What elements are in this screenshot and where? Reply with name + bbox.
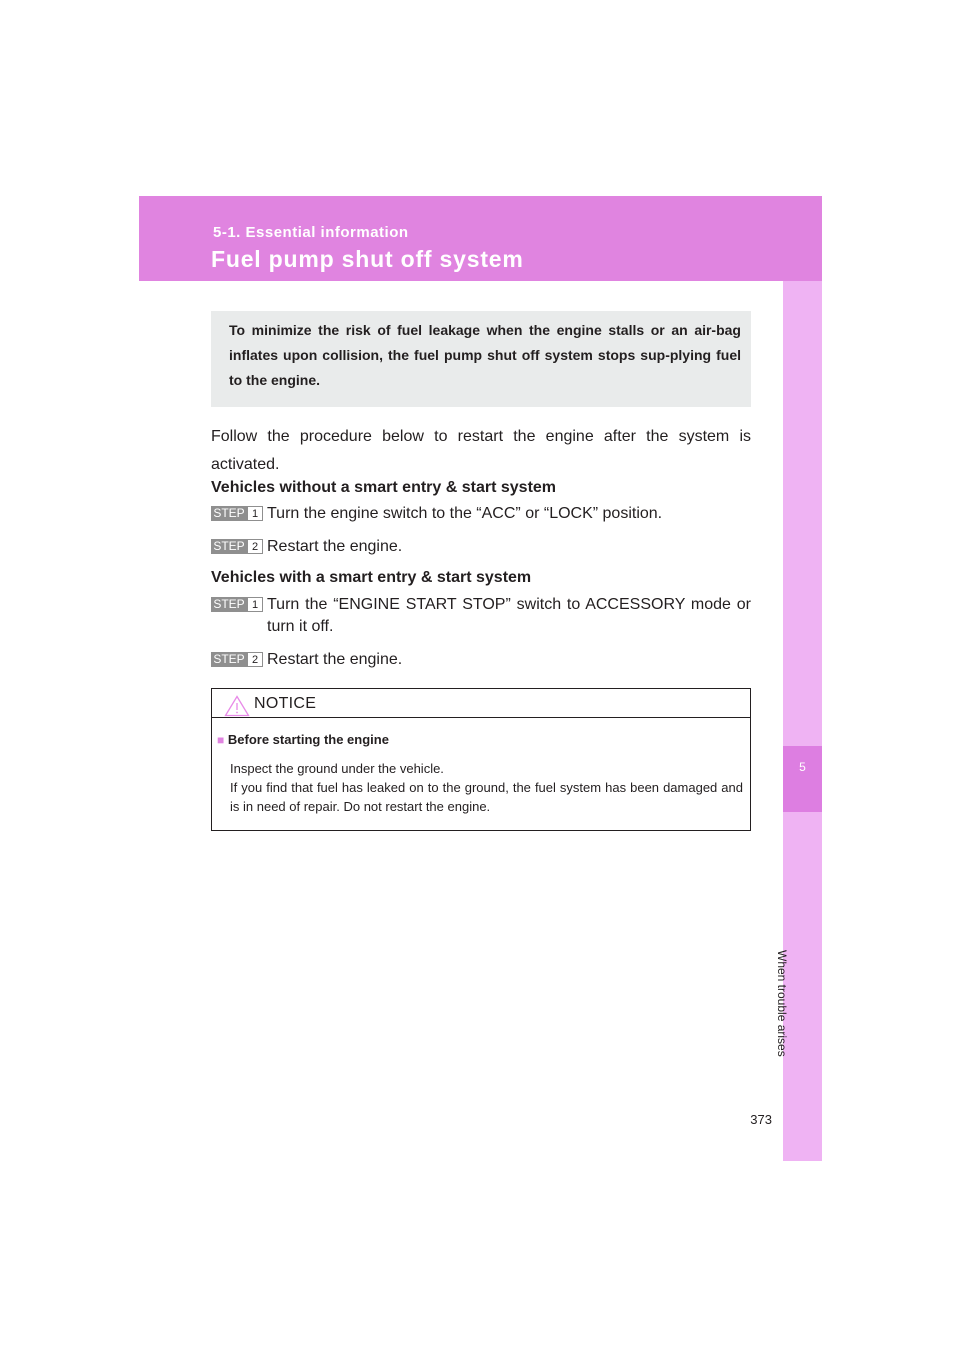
page-number: 373 (750, 1112, 772, 1127)
step-text: Turn the “ENGINE START STOP” switch to ACCESSORY mode or turn it off. (267, 596, 751, 635)
notice-line: Inspect the ground under the vehicle. (230, 761, 444, 776)
page-title: Fuel pump shut off system (211, 246, 524, 272)
notice-divider (211, 717, 751, 718)
section-heading-without-smart-entry: Vehicles without a smart entry & start system (211, 479, 557, 496)
intro-text: To minimize the risk of fuel leakage when the engine stalls or an air-bag inflates upon collision, the fuel pump shut off system stops sup-plying fuel to the engine. (229, 322, 741, 388)
warning-icon (224, 695, 250, 717)
notice-body (230, 759, 743, 816)
step-word: STEP (211, 652, 247, 667)
step-text: Restart the engine. (267, 651, 403, 668)
section-heading-with-smart-entry: Vehicles with a smart entry & start system (211, 569, 532, 586)
chapter-number: 5 (799, 760, 806, 774)
step-badge (211, 506, 263, 521)
step-word: STEP (211, 539, 247, 554)
side-chapter-marker (783, 746, 822, 812)
step-badge (211, 539, 263, 554)
notice-line: If you find that fuel has leaked on to the ground, the fuel system has been damaged and is in need of repair. Do not restart the engine. (230, 780, 743, 814)
step-word: STEP (211, 506, 247, 521)
step-number: 2 (247, 539, 263, 554)
step-number: 1 (247, 597, 263, 612)
step-badge (211, 597, 263, 612)
section-label: 5-1. Essential information (213, 224, 409, 241)
notice-heading (217, 732, 389, 747)
notice-heading-text: Before starting the engine (227, 732, 389, 747)
step-badge (211, 652, 263, 667)
step-number: 1 (247, 506, 263, 521)
step-text: Turn the engine switch to the “ACC” or “LOCK” position. (267, 505, 663, 522)
step-word: STEP (211, 597, 247, 612)
chapter-label: When trouble arises (775, 950, 789, 1057)
notice-bullet: ■ (217, 733, 225, 747)
step-number: 2 (247, 652, 263, 667)
step-text: Restart the engine. (267, 538, 403, 555)
notice-title: NOTICE (254, 695, 317, 712)
body-paragraph: Follow the procedure below to restart the engine after the system is activated. (211, 428, 751, 473)
